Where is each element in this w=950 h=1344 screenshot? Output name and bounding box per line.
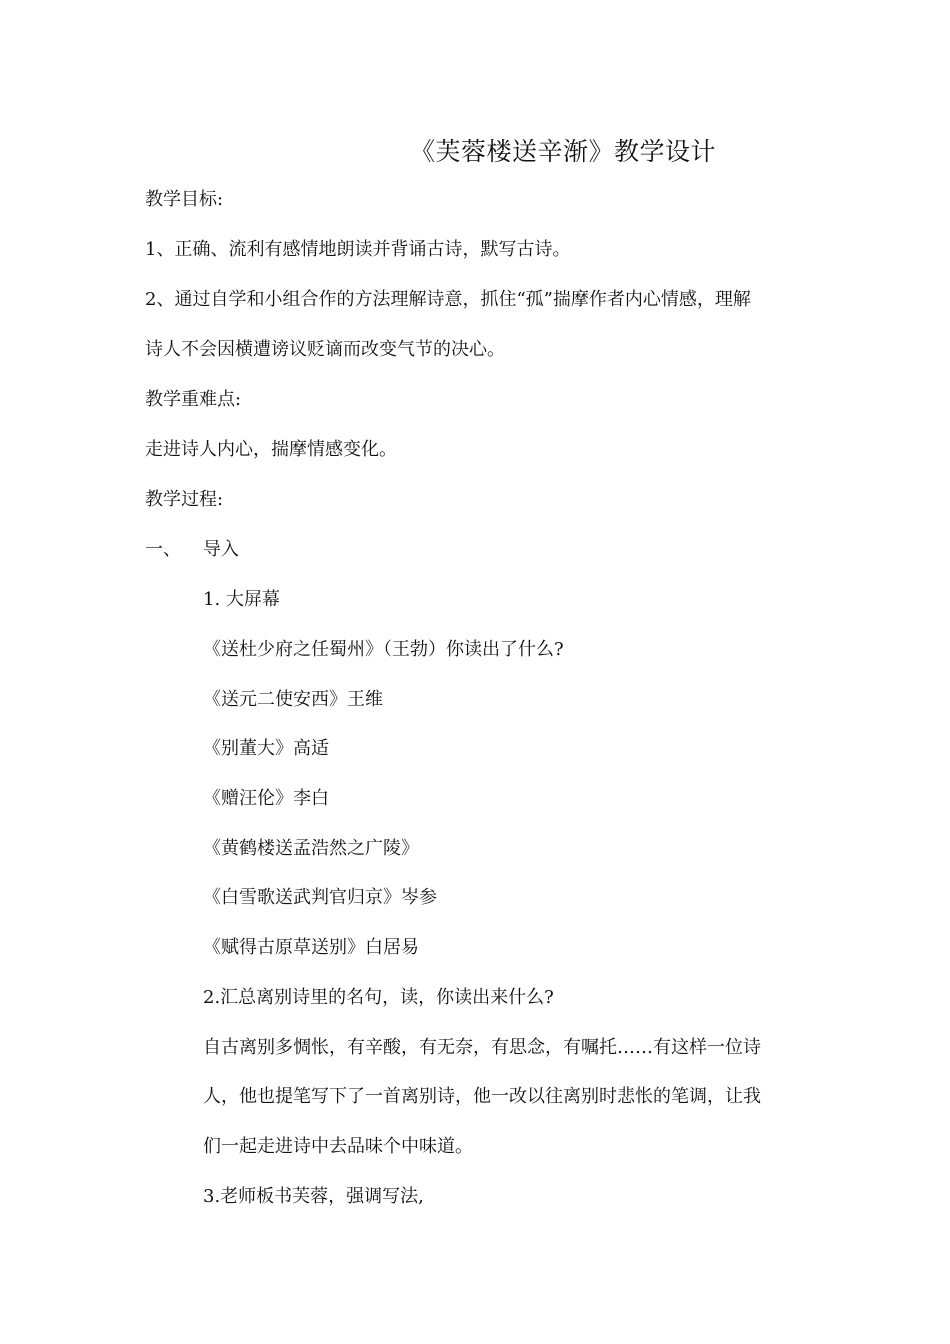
document-title: 《芙蓉楼送辛渐》教学设计: [410, 137, 717, 166]
process-heading: 教学过程:: [145, 489, 224, 510]
section-1-marker: 一、: [145, 539, 181, 560]
poem-item: 《白雪歌送武判官归京》岑参: [203, 887, 437, 908]
step-2: 2.汇总离别诗里的名句，读，你读出来什么?: [203, 987, 554, 1008]
paragraph-line-3: 们一起走进诗中去品味个中味道。: [203, 1136, 473, 1157]
keypoints-text: 走进诗人内心，揣摩情感变化。: [145, 439, 397, 460]
objective-1: 1、正确、流利有感情地朗读并背诵古诗，默写古诗。: [145, 239, 571, 260]
poem-item: 《送元二使安西》王维: [203, 689, 383, 710]
keypoints-heading: 教学重难点:: [145, 389, 242, 410]
poem-item: 《送杜少府之任蜀州》（王勃）你读出了什么?: [203, 639, 564, 660]
section-1-title: 导入: [203, 539, 239, 560]
objective-2-line-1: 2、通过自学和小组合作的方法理解诗意，抓住“孤”揣摩作者内心情感，理解: [145, 289, 751, 310]
objectives-heading: 教学目标:: [145, 189, 224, 210]
poem-item: 《赠汪伦》李白: [203, 788, 329, 809]
paragraph-line-2: 人，他也提笔写下了一首离别诗，他一改以往离别时悲怅的笔调，让我: [203, 1086, 761, 1107]
poem-item: 《赋得古原草送别》白居易: [203, 937, 419, 958]
objective-2-line-2: 诗人不会因横遭谤议贬谪而改变气节的决心。: [145, 339, 505, 360]
poem-item: 《别董大》高适: [203, 738, 329, 759]
paragraph-line-1: 自古离别多惆怅，有辛酸，有无奈，有思念，有嘱托……有这样一位诗: [203, 1037, 761, 1058]
step-1: 1. 大屏幕: [203, 589, 280, 610]
step-3: 3.老师板书芙蓉，强调写法,: [203, 1186, 424, 1207]
poem-item: 《黄鹤楼送孟浩然之广陵》: [203, 838, 419, 859]
